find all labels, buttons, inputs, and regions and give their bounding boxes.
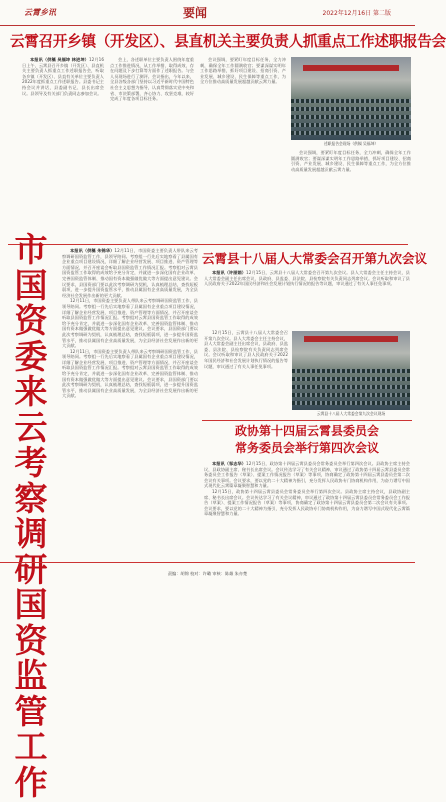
top-article-col4: 会议强调，要紧盯年度目标任务，全力冲刺，确保全年工作圆满收官；要谋深谋实明年工作思路举措，抓好项目建设、招商引资、产业发展、城乡建设、民生保障等重点工作，为全方位推动高质量发展超越贡献云霄力量。 bbox=[291, 150, 411, 172]
divider bbox=[202, 420, 412, 421]
section-title: 要闻 bbox=[183, 6, 208, 20]
top-article-byline: 本报讯（供稿 吴福坤 林进坤） bbox=[30, 57, 89, 62]
top-headline: 云霄召开乡镇（开发区）、县直机关主要负责人抓重点工作述职报告会 bbox=[10, 33, 446, 50]
masthead: 云霄乡讯 bbox=[24, 7, 56, 17]
right-headline-1: 云霄县十八届人大常委会召开第九次会议 bbox=[202, 251, 428, 266]
right-headline-2-line2: 常务委员会举行第四次会议 bbox=[234, 441, 379, 455]
top-article-col3: 会议强调，要紧盯年度目标任务，全力冲刺，确保全年工作圆满收官；要谋深谋实明年工作思路举措，抓好项目建设、招商引资、产业发展、城乡建设、民生保障等重点工作，为全方位推动高质量发展超越贡献云霄力量。 bbox=[200, 57, 286, 85]
right-photo-caption: 云霄县十八届人大常委会第九次会议现场 bbox=[316, 411, 386, 416]
top-article-col1: 本报讯（供稿 吴福坤 林进坤）12月16日上午，云霄县召开乡镇（开发区）、县直机关主要负责人抓重点工作述职报告会，听取各乡镇（开发区）、县直有关单位主要负责人2022年度抓重点工作述职报告。县委书记主持会议并讲话，县委副书记、县长出席会议。县领导及有关部门负责同志参加会议。 bbox=[22, 57, 104, 96]
right-article-2-body: 本报讯（邹志华）12月15日，政协第十四届云霄县委员会常务委员会举行第四次会议。县政协主席主持会议，县政协副主席、秘书长出席会议。会议传达学习了有关会议精神，审议通过了政协第十四届云霄县委员会常务委员会工作报告（草案）、提案工作情况报告（草案）等事项，协商确定了政协第十四届云霄县委员会第二次会议有关事项。会议要求，要以党的二十大精神为指引，充分发挥人民政协专门协商机构作用，为奋力谱写中国式现代化云霄篇章凝聚智慧和力量。 12月15日，政协第十四届云霄县委员会常务委员会举行第四次会议。县政协主席主持会议，县政协副主席、秘书长出席会议。会议传达学习了有关会议精神，审议通过了政协第十四届云霄县委员会常务委员会工作报告（草案）、提案工作情况报告（草案）等事项，协商确定了政协第十四届云霄县委员会第二次会议有关事项。会议要求，要以党的二十大精神为指引，充分发挥人民政协专门协商机构作用，为奋力谱写中国式现代化云霄篇章凝聚智慧和力量。 bbox=[204, 461, 410, 517]
left-article-byline: 本报讯（供稿 朱锦华） bbox=[70, 248, 115, 253]
divider bbox=[8, 244, 408, 245]
right-article-1-body: 本报讯（许丽娟）12月15日，云霄县十八届人大常委会召开第九次会议。县人大常委会主任主持会议，县人大常委会副主任出席会议，县政府、县监委、县法院、县检察院有关负责同志列席会议。会议听取和审议了县人民政府关于2022年国民经济和社会发展计划执行情况的报告等议题，审议通过了有关人事任免事项。 bbox=[204, 270, 410, 287]
right-headline-2-line1: 政协第十四届云霄县委员会 bbox=[234, 424, 379, 438]
right-article-1-byline: 本报讯（许丽娟） bbox=[212, 270, 247, 275]
meeting-photo bbox=[291, 57, 411, 140]
top-photo-caption: 述职报告会现场（供稿 吴福坤） bbox=[323, 141, 379, 146]
left-vertical-headline: 市国资委来云考察调研国资监管工作 bbox=[14, 230, 48, 802]
page-header bbox=[0, 0, 415, 26]
issue-date: 2022年12月16日 第二版 bbox=[322, 10, 391, 17]
right-article-1-col: 12月15日，云霄县十八届人大常委会召开第九次会议。县人大常委会主任主持会议，县人大常委会副主任出席会议，县政府、县监委、县法院、县检察院有关负责同志列席会议。会议听取和审议了县人民政府关于2022年国民经济和社会发展计划执行情况的报告等议题，审议通过了有关人事任免事项。 bbox=[204, 330, 288, 369]
standing-committee-photo bbox=[292, 331, 410, 410]
right-article-2-byline: 本报讯（邹志华） bbox=[212, 461, 247, 466]
left-article-body: 本报讯（供稿 朱锦华）12月11日，市国资委主要负责人带队来云考察调研国资监管工作，县领导陪同。考察组一行先后实地察看了县属国有企业重点项目建设情况，详细了解企业经营发展、项目推进、资产管理等方面情况，并召开座谈会听取县国资监管工作情况汇报。考察组对云霄县国资监管工作取得的成效给予充分肯定，并就进一步深化国有企业改革、完善国资监管体制、推动国有资本做强做优做大等方面提出意见建议。会议要求，县国资部门要以此次考察调研为契机，认真梳理总结，查找短板弱项，进一步提升国资监管水平，推动县属国有企业高质量发展，为全县经济社会发展作出新的更大贡献。 12月11日，市国资委主要负责人带队来云考察调研国资监管工作，县领导陪同。考察组一行先后实地察看了县属国有企业重点项目建设情况，详细了解企业经营发展、项目推进、资产管理等方面情况，并召开座谈会听取县国资监管工作情况汇报。考察组对云霄县国资监管工作取得的成效给予充分肯定，并就进一步深化国有企业改革、完善国资监管体制、推动国有资本做强做优做大等方面提出意见建议。会议要求，县国资部门要以此次考察调研为契机，认真梳理总结，查找短板弱项，进一步提升国资监管水平，推动县属国有企业高质量发展，为全县经济社会发展作出新的更大贡献。 12月11日，市国资委主要负责人带队来云考察调研国资监管工作，县领导陪同。考察组一行先后实地察看了县属国有企业重点项目建设情况，详细了解企业经营发展、项目推进、资产管理等方面情况，并召开座谈会听取县国资监管工作情况汇报。考察组对云霄县国资监管工作取得的成效给予充分肯定，并就进一步深化国有企业改革、完善国资监管体制、推动国有资本做强做优做大等方面提出意见建议。会议要求，县国资部门要以此次考察调研为契机，认真梳理总结，查找短板弱项，进一步提升国资监管水平，推动县属国有企业高质量发展，为全县经济社会发展作出新的更大贡献。 bbox=[62, 248, 198, 399]
page-footer bbox=[0, 562, 415, 584]
footer-credits: 责编：胡锦 校对：许璐 审核：陈雄 朱亦楚 bbox=[167, 571, 248, 576]
top-article-col2: 会上，各述职单位主要负责人围绕年度重点工作推进情况，从工作举措、取得成效、存在问题及下步打算等方面作了述职报告。与会人员现场进行了测评。会议指出，今年以来，全县各级各部门坚持以习近平新时代中国特色社会主义思想为指导，认真贯彻落实党中央和省、市决策部署，齐心协力、攻坚克难，较好完成了年度各项目标任务。 bbox=[110, 57, 194, 102]
